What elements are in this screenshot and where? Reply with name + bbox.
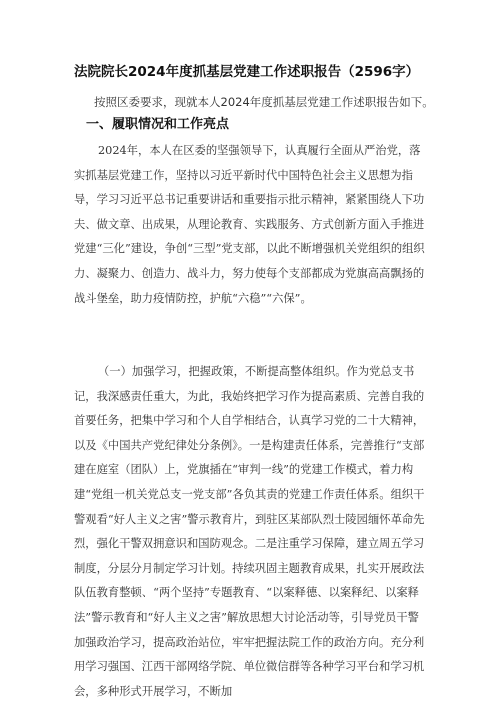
document-title: 法院院长2024年度抓基层党建工作述职报告（2596字） bbox=[74, 64, 420, 80]
body-paragraph-1: 2024年，本人在区委的坚强领导下，认真履行全面从严治党，落实抓基层党建工作，坚持以习近平新时代中国特色社会主义思想为指导，学习习近平总书记重要讲话和重要指示批示精神，紧紧围绕人下功夫、做文章、出成果，从理论教育、实践服务、方式创新方面入手推进党建“三化”建设，争创“三型”党支部，以此不断增强机关党组织的组织力、凝聚力、创造力、战斗力，努力使每个支部都成为党旗高高飘扬的战斗堡垒，助力疫情防控，护航“六稳”“六保”。 bbox=[74, 144, 425, 305]
intro-sentence: 按照区委要求，现就本人2024年度抓基层党建工作述职报告如下。 bbox=[94, 95, 434, 109]
body-paragraph-2: （一）加强学习，把握政策，不断提高整体组织。作为党总支书记，我深感责任重大，为此，我始终把学习作为提高素质、完善自我的首要任务，把集中学习和个人自学相结合，认真学习党的二十大精神，以及《中国共产党纪律处分条例》。一是构建责任体系，完善推行“支部建在庭室（团队）上，党旗插在“审判一线”的党建工作模式，着力构建“党组一机关党总支一党支部”各负其责的党建工作责任体系。组织干警观看“好人主义之害”警示教育片，到驻区某部队烈士陵园缅怀革命先烈，强化干警双拥意识和国防观念。二是注重学习保障，建立周五学习制度，分层分月制定学习计划。持续巩固主题教育成果，扎实开展政法队伍教育整顿、“两个坚持”专题教育、“以案释德、以案释纪、以案释法”警示教育和“好人主义之害”解放思想大讨论活动等，引导党员干警加强政治学习，提高政治站位，牢牢把握法院工作的政治方向。充分利用学习强国、江西干部网络学院、单位微信群等各种学习平台和学习机会，多种形式开展学习，不断加 bbox=[74, 365, 425, 698]
section-heading: 一、履职情况和工作亮点 bbox=[86, 117, 230, 132]
